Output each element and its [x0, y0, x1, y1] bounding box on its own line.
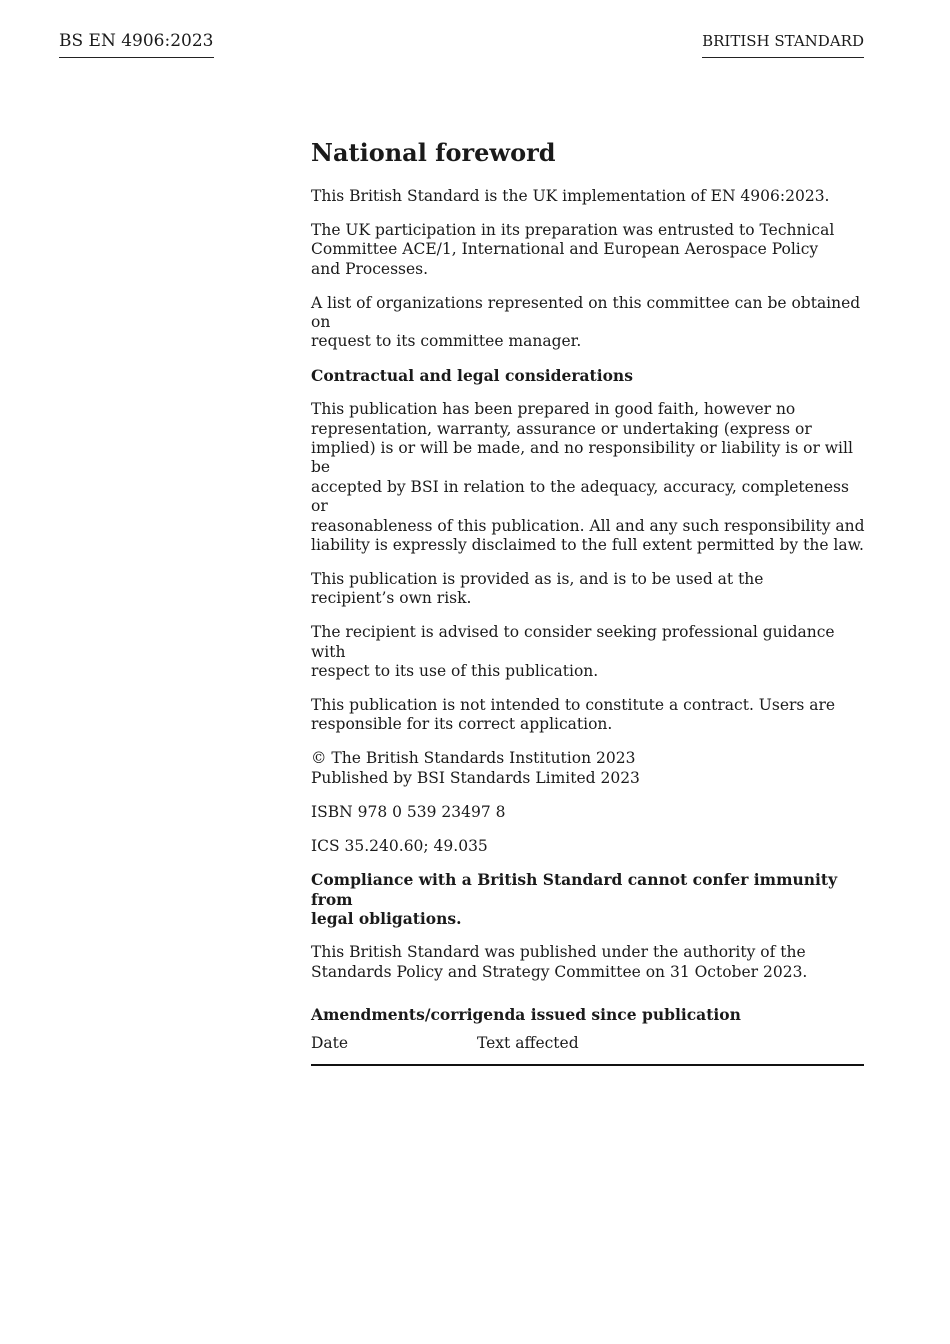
- ics-codes: ICS 35.240.60; 49.035: [311, 836, 488, 855]
- column-header-text-affected: Text affected: [477, 1034, 579, 1053]
- committee-paragraph: The UK participation in its preparation was entrusted to Technical Committee ACE/1, International and European Aerospace Policy and Processes.: [311, 220, 835, 278]
- copyright-notice: © The British Standards Institution 2023 Published by BSI Standards Limited 2023: [311, 749, 640, 787]
- as-is-paragraph: This publication is provided as is, and is to be used at the recipient’s own risk.: [311, 570, 764, 608]
- isbn: ISBN 978 0 539 23497 8: [311, 802, 506, 821]
- implementation-paragraph: This British Standard is the UK implementation of EN 4906:2023.: [311, 187, 830, 205]
- compliance-notice: Compliance with a British Standard cannot confer immunity from legal obligations.: [311, 870, 838, 929]
- contract-paragraph: This publication is not intended to constitute a contract. Users are responsible for its correct application.: [311, 696, 836, 734]
- standard-type-label: BRITISH STANDARD: [702, 30, 864, 58]
- organizations-paragraph: A list of organizations represented on this committee can be obtained on request to its committee manager.: [311, 293, 861, 351]
- legal-heading: Contractual and legal considerations: [311, 366, 633, 386]
- amendments-table: [311, 1034, 864, 1066]
- good-faith-paragraph: This publication has been prepared in good faith, however no representation, warranty, assurance or undertaking (express or implied) is or will be made, and no responsibility or liability is or will be accepted by BSI in relation to the adequacy, accuracy, completeness or reasonableness of this publication. All and any such responsibility and liability is expressly disclaimed to the full extent permitted by the law.: [311, 400, 865, 555]
- document-id: BS EN 4906:2023: [59, 30, 214, 58]
- page-title: National foreword: [311, 138, 556, 167]
- national-foreword: [311, 138, 866, 1066]
- guidance-paragraph: The recipient is advised to consider seeking professional guidance with respect to its use of this publication.: [311, 623, 835, 681]
- column-header-date: Date: [311, 1034, 349, 1053]
- authority-paragraph: This British Standard was published under the authority of the Standards Policy and Strategy Committee on 31 October 2023.: [311, 943, 808, 981]
- amendments-heading: Amendments/corrigenda issued since publication: [311, 1005, 741, 1024]
